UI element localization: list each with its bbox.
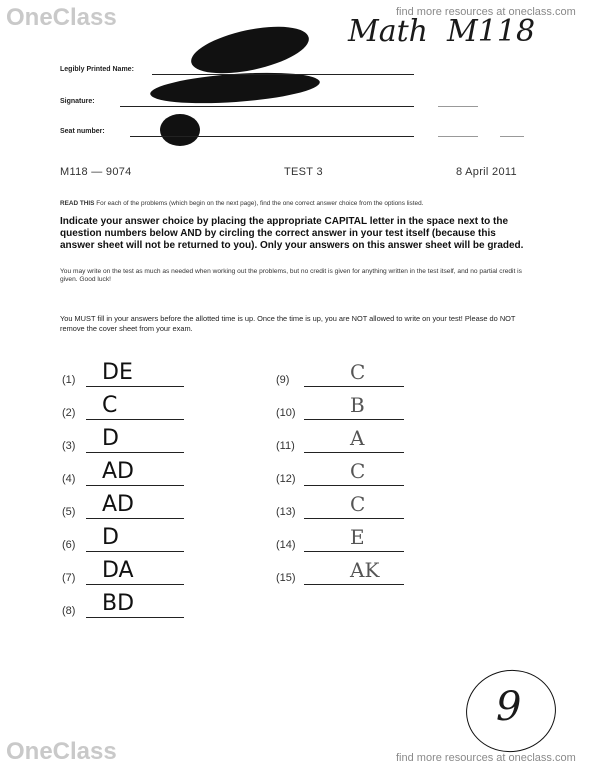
question-number: (15): [276, 572, 296, 584]
question-number: (2): [62, 407, 76, 419]
question-number: (7): [62, 572, 76, 584]
read-this-part2: You may write on the test as much as needed when working out the problems, but no credit is given for anything written in the test itself, and no partial credit is given. Good luck!: [60, 268, 522, 283]
question-number: (5): [62, 506, 76, 518]
signature-label: Signature:: [60, 98, 95, 105]
answer-blank[interactable]: [86, 551, 184, 552]
answer-mark: C: [350, 360, 366, 384]
answer-mark: E: [350, 525, 365, 549]
answer-blank[interactable]: [304, 551, 404, 552]
test-number: TEST 3: [284, 166, 323, 178]
logo-text: OneClass: [6, 4, 117, 31]
answer-blank[interactable]: [304, 386, 404, 387]
answer-mark: C: [350, 492, 366, 516]
read-this-part1: For each of the problems (which begin on the next page), find the one correct answer choice from the options listed.: [96, 200, 424, 207]
question-number: (4): [62, 473, 76, 485]
oneclass-logo-bottom: [6, 738, 117, 766]
answer-mark: D: [102, 525, 119, 550]
answer-blank[interactable]: [86, 584, 184, 585]
answer-mark: BD: [102, 591, 135, 616]
answer-mark: D: [102, 426, 119, 451]
answer-mark: C: [102, 393, 118, 418]
name-line[interactable]: [152, 74, 414, 75]
question-number: (8): [62, 605, 76, 617]
question-number: (10): [276, 407, 296, 419]
tagline-bottom[interactable]: find more resources at oneclass.com: [396, 752, 576, 764]
name-label: Legibly Printed Name:: [60, 66, 134, 73]
question-number: (6): [62, 539, 76, 551]
answer-blank[interactable]: [86, 518, 184, 519]
faint-line-3: [500, 136, 524, 137]
read-this-lead: READ THIS: [60, 200, 95, 207]
question-number: (12): [276, 473, 296, 485]
question-number: (1): [62, 374, 76, 386]
answer-mark: AD: [102, 459, 134, 484]
question-number: (9): [276, 374, 290, 386]
question-number: (14): [276, 539, 296, 551]
score-value: 9: [496, 684, 522, 730]
logo-text-bottom: OneClass: [6, 738, 117, 765]
answer-blank[interactable]: [304, 518, 404, 519]
signature-line[interactable]: [120, 106, 414, 107]
answer-blank[interactable]: [304, 419, 404, 420]
question-number: (3): [62, 440, 76, 452]
answer-blank[interactable]: [304, 485, 404, 486]
answer-blank[interactable]: [86, 386, 184, 387]
faint-line-2: [438, 136, 478, 137]
answer-mark: DA: [102, 558, 134, 583]
answer-mark: AD: [102, 492, 134, 517]
test-date: 8 April 2011: [456, 166, 517, 178]
answer-blank[interactable]: [86, 452, 184, 453]
answer-mark: C: [350, 459, 366, 483]
instruction-text: You MUST fill in your answers before the allotted time is up. Once the time is up, you are NOT allowed to write on your test! Please do NOT remove the cover sheet from your exam.: [60, 314, 516, 333]
answer-blank[interactable]: [304, 584, 404, 585]
tagline-top[interactable]: find more resources at oneclass.com: [396, 6, 576, 18]
answer-mark: AK: [350, 558, 380, 582]
question-number: (11): [276, 440, 295, 452]
read-this-emphasis: Indicate your answer choice by placing the appropriate CAPITAL letter in the space next to the question numbers below AND by circling the correct answer in your test itself (because this answer sheet will not be returned to you). Only your answers on this answer sheet will be graded.: [60, 216, 524, 251]
answer-blank[interactable]: [86, 617, 184, 618]
answer-mark: DE: [102, 360, 133, 385]
seat-label: Seat number:: [60, 128, 105, 135]
seat-redaction: [160, 114, 200, 146]
answer-mark: A: [350, 426, 365, 450]
question-number: (13): [276, 506, 296, 518]
faint-line-1: [438, 106, 478, 107]
handwritten-title: Math M118: [348, 14, 536, 49]
course-code: M118 — 9074: [60, 166, 132, 178]
answer-blank[interactable]: [86, 419, 184, 420]
oneclass-logo-top: [6, 4, 117, 32]
answer-blank[interactable]: [86, 485, 184, 486]
read-this-intro: [60, 200, 530, 208]
answer-mark: B: [350, 393, 365, 417]
answer-blank[interactable]: [304, 452, 404, 453]
seat-line[interactable]: [130, 136, 414, 137]
